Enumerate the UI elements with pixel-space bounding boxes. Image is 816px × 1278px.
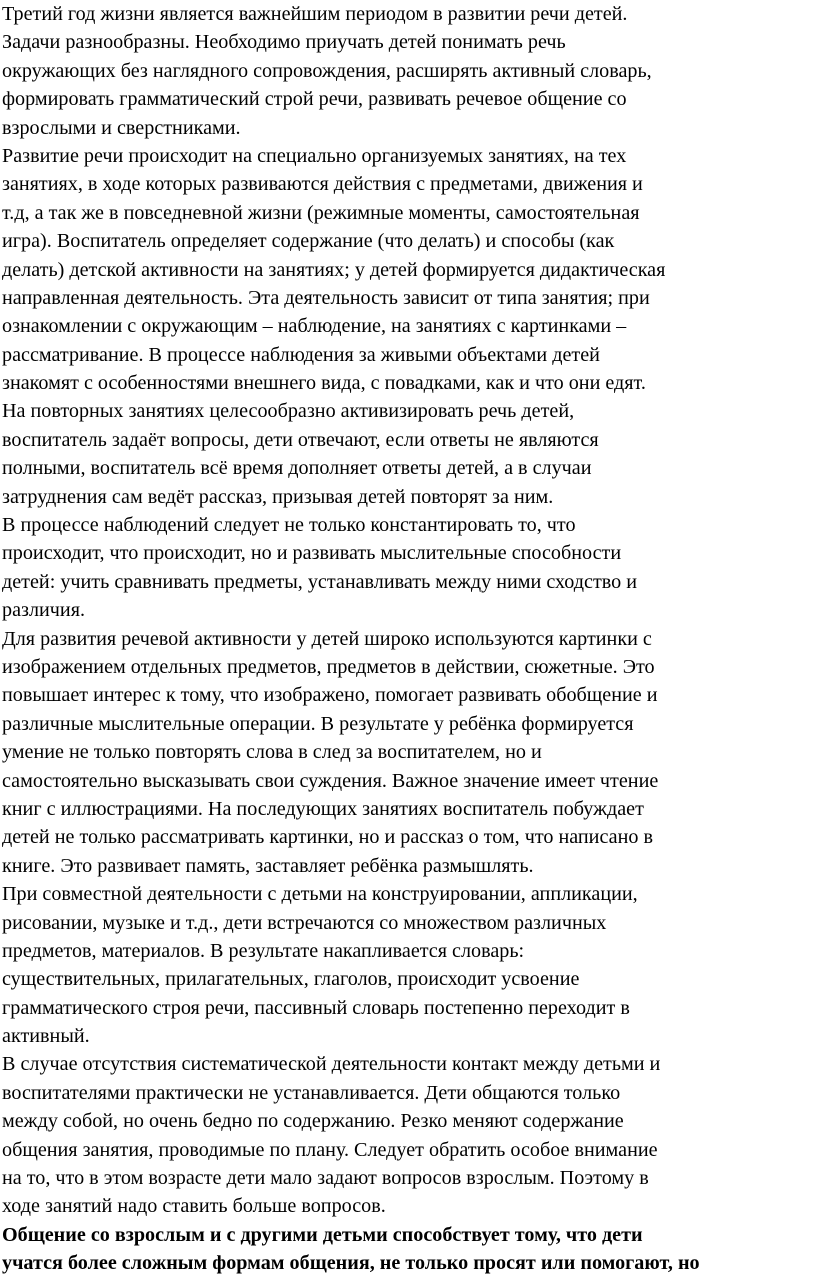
paragraph: [2, 1050, 816, 1220]
text-line: В случае отсутствия систематической деятельности контакт между детьми и: [2, 1053, 661, 1076]
text-line: между собой, но очень бедно по содержанию. Резко меняют содержание: [2, 1110, 624, 1133]
text-line: книге. Это развивает память, заставляет ребёнка размышлять.: [2, 854, 534, 877]
text-line: На повторных занятиях целесообразно активизировать речь детей,: [2, 400, 575, 423]
text-line: делать) детской активности на занятиях; у детей формируется дидактическая: [2, 258, 666, 281]
paragraph: [2, 625, 816, 881]
text-line: различия.: [2, 599, 85, 622]
text-line: т.д, а так же в повседневной жизни (режимные моменты, самостоятельная: [2, 201, 640, 224]
text-line: Развитие речи происходит на специально организуемых занятиях, на тех: [2, 144, 627, 167]
text-line: предметов, материалов. В результате накапливается словарь:: [2, 939, 525, 962]
text-line: на то, что в этом возрасте дети мало задают вопросов взрослым. Поэтому в: [2, 1167, 649, 1190]
text-line: книг с иллюстрациями. На последующих занятиях воспитатель побуждает: [2, 797, 644, 820]
text-line: Третий год жизни является важнейшим периодом в развитии речи детей.: [2, 3, 628, 25]
text-line: умение не только повторять слова в след за воспитателем, но и: [2, 741, 542, 764]
text-line: затруднения сам ведёт рассказ, призывая детей повторят за ним.: [2, 485, 554, 508]
text-line: игра). Воспитатель определяет содержание (что делать) и способы (как: [2, 230, 615, 253]
paragraph: [2, 0, 816, 142]
text-line: окружающих без наглядного сопровождения, расширять активный словарь,: [2, 59, 652, 82]
text-line: Задачи разнообразны. Необходимо приучать детей понимать речь: [2, 31, 566, 54]
text-line: изображением отдельных предметов, предметов в действии, сюжетные. Это: [2, 655, 655, 678]
text-line: рисовании, музыке и т.д., дети встречаются со множеством различных: [2, 911, 607, 934]
text-line: взрослыми и сверстниками.: [2, 116, 241, 139]
text-line: самостоятельно высказывать свои суждения. Важное значение имеет чтение: [2, 769, 659, 792]
text-line: различные мыслительные операции. В результате у ребёнка формируется: [2, 712, 634, 735]
paragraph: [2, 511, 816, 625]
text-line: ознакомлении с окружающим – наблюдение, на занятиях с картинками –: [2, 315, 627, 338]
text-line: Общение со взрослым и с другими детьми способствует тому, что дети: [2, 1223, 643, 1246]
text-line: рассматривание. В процессе наблюдения за живыми объектами детей: [2, 343, 600, 366]
text-line: детей не только рассматривать картинки, но и рассказ о том, что написано в: [2, 826, 653, 849]
text-line: формировать грамматический строй речи, развивать речевое общение со: [2, 88, 627, 111]
text-line: общения занятия, проводимые по плану. Следует обратить особое внимание: [2, 1138, 658, 1161]
text-line: грамматического строя речи, пассивный словарь постепенно переходит в: [2, 996, 630, 1019]
text-line: воспитатель задаёт вопросы, дети отвечают, если ответы не являются: [2, 428, 599, 451]
text-line: В процессе наблюдений следует не только константировать то, что: [2, 514, 576, 537]
text-line: знакомят с особенностями внешнего вида, с повадками, как и что они едят.: [2, 372, 646, 395]
paragraph: [2, 880, 816, 1050]
text-line: учатся более сложным формам общения, не только просят или помогают, но: [2, 1252, 700, 1275]
text-line: Для развития речевой активности у детей широко используются картинки с: [2, 627, 652, 650]
text-line: детей: учить сравнивать предметы, устанавливать между ними сходство и: [2, 570, 638, 593]
paragraph: [2, 142, 816, 511]
text-line: ходе занятий надо ставить больше вопросов.: [2, 1195, 386, 1218]
text-line: активный.: [2, 1025, 90, 1048]
text-line: При совместной деятельности с детьми на конструировании, аппликации,: [2, 883, 638, 906]
text-line: направленная деятельность. Эта деятельность зависит от типа занятия; при: [2, 286, 650, 309]
text-line: воспитателями практически не устанавливается. Дети общаются только: [2, 1081, 621, 1104]
text-line: полными, воспитатель всё время дополняет ответы детей, а в случаи: [2, 457, 592, 480]
text-line: существительных, прилагательных, глаголов, происходит усвоение: [2, 968, 580, 991]
text-line: происходит, что происходит, но и развивать мыслительные способности: [2, 542, 622, 565]
text-line: занятиях, в ходе которых развиваются действия с предметами, движения и: [2, 173, 643, 196]
paragraph: [2, 1221, 816, 1278]
text-line: повышает интерес к тому, что изображено, помогает развивать обобщение и: [2, 684, 658, 707]
